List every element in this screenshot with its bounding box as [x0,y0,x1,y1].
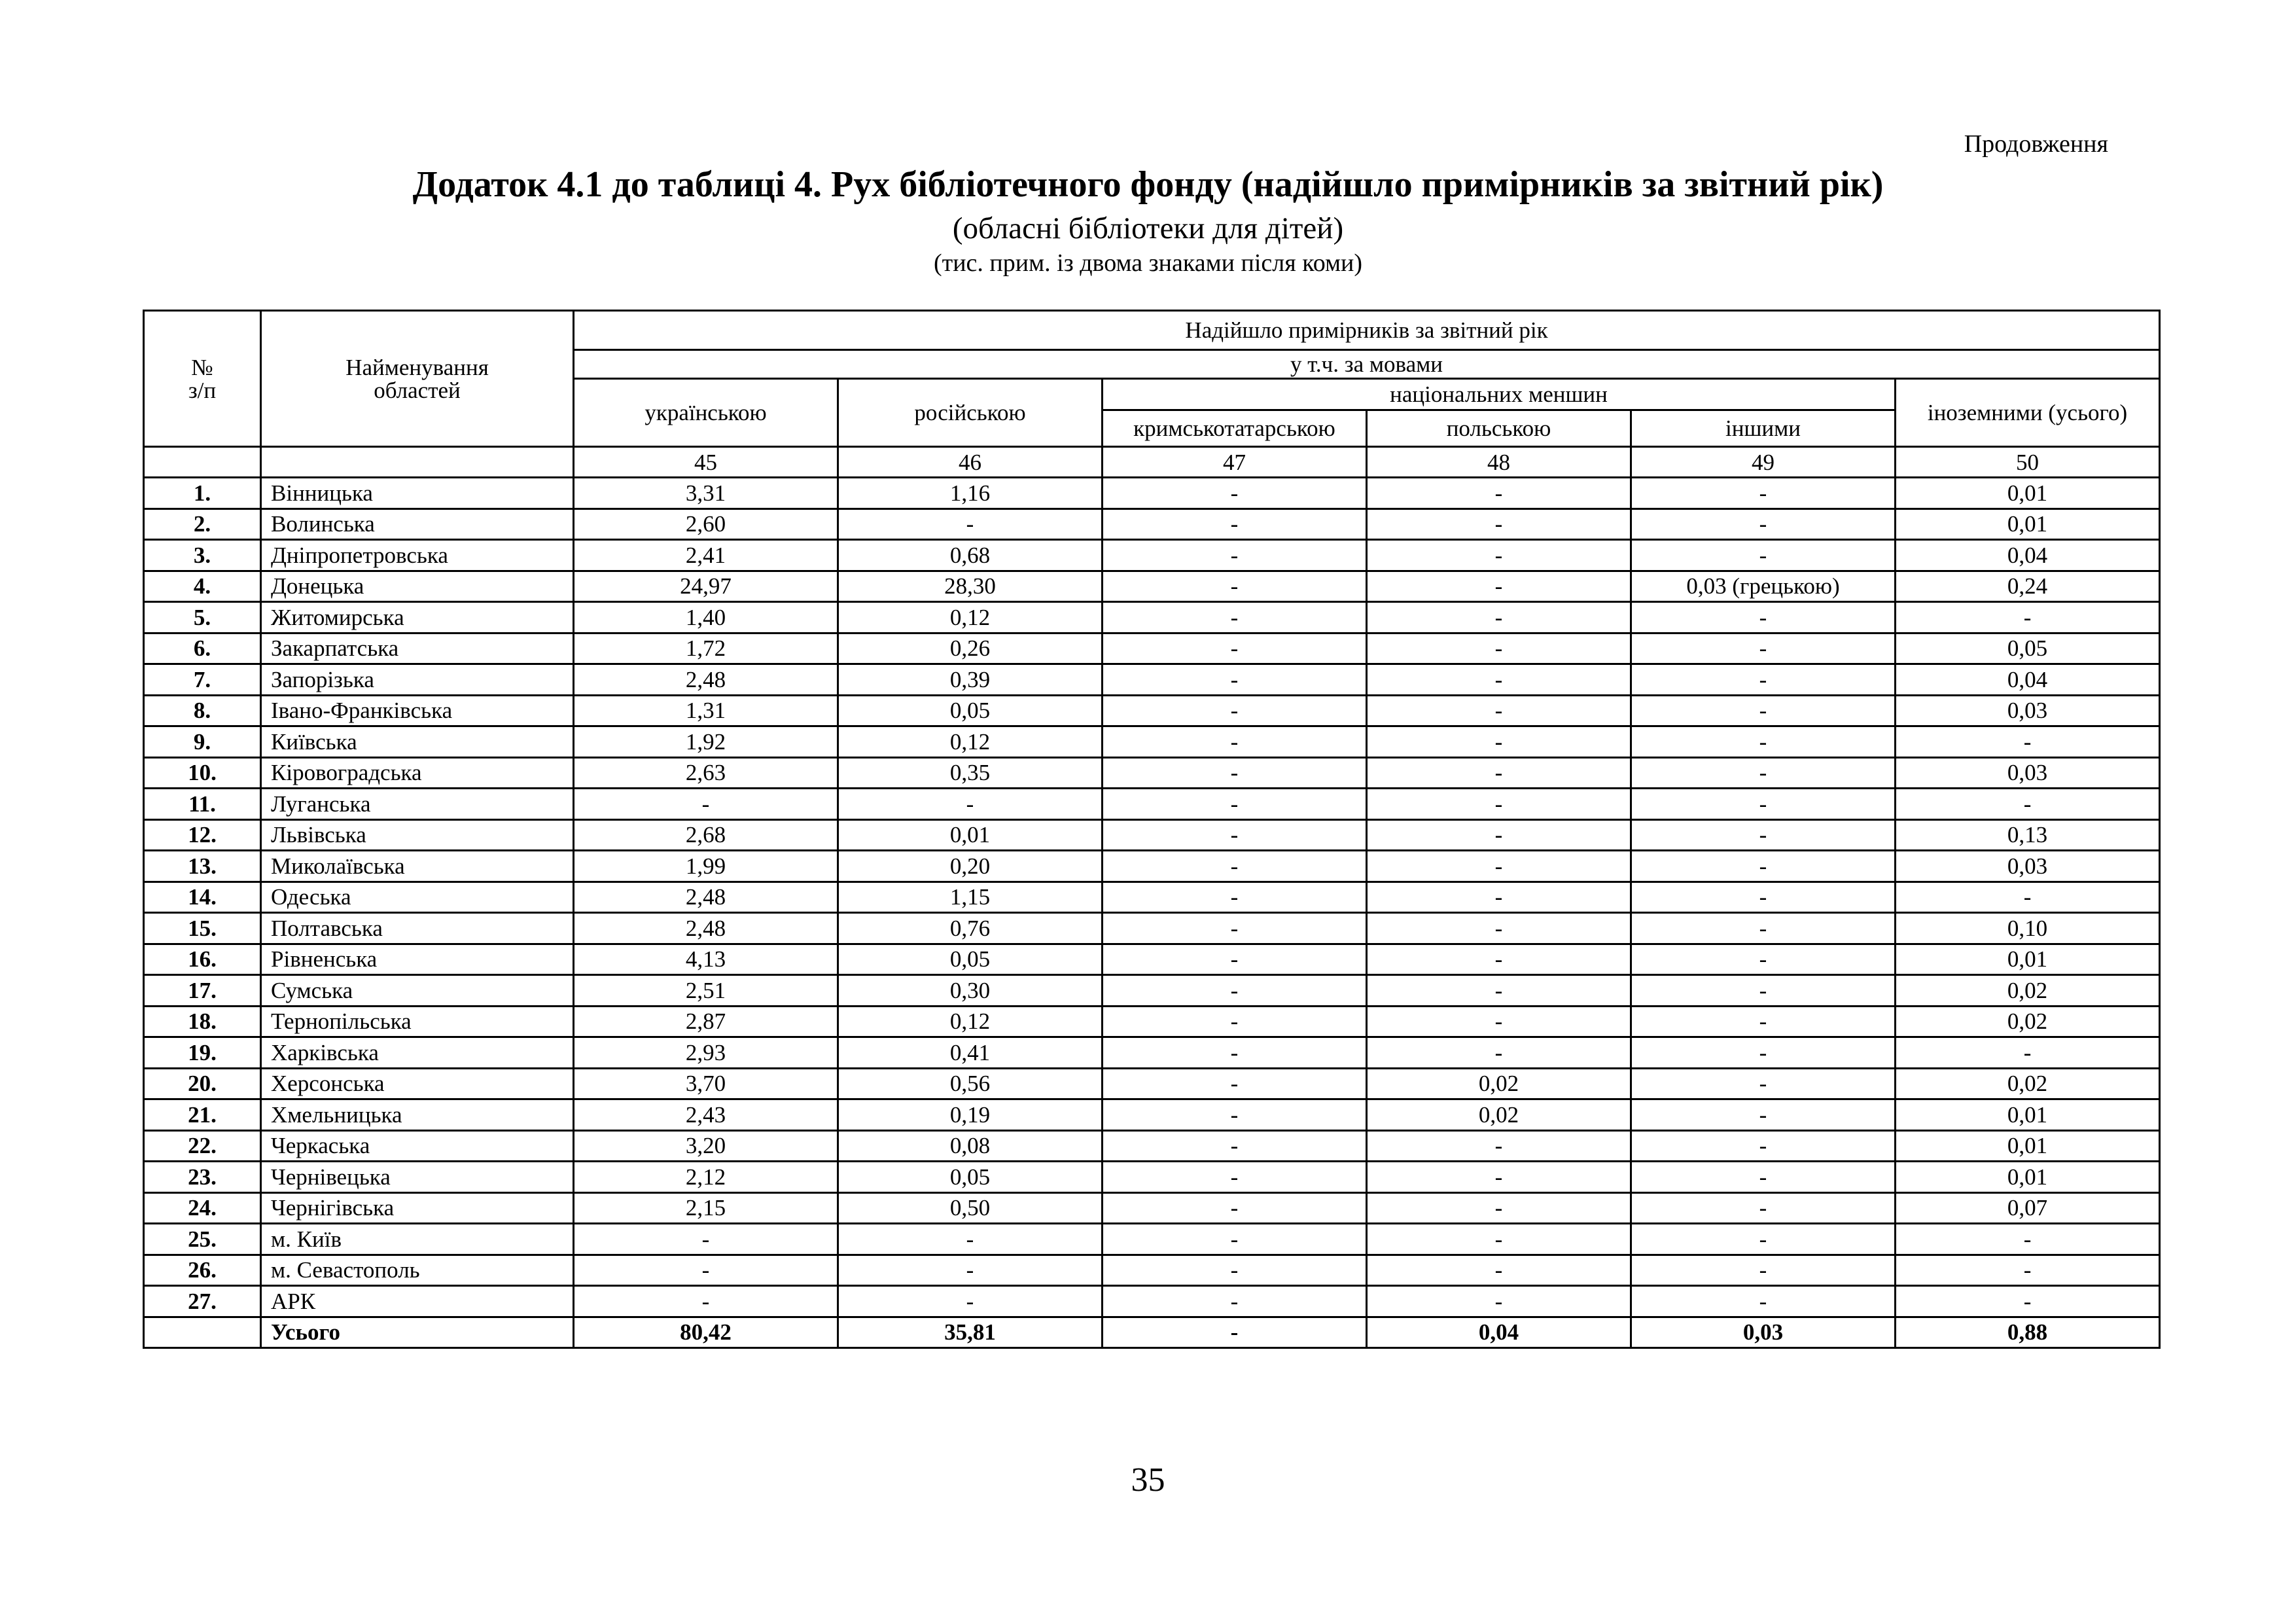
value-polish: - [1367,1130,1631,1162]
row-number: 1. [144,478,261,509]
column-number: 49 [1631,447,1896,478]
value-foreign: 0,24 [1896,571,2160,602]
value-foreign: 0,01 [1896,478,2160,509]
header-received: Надійшло примірників за звітний рік [574,311,2160,350]
table-row [144,1068,2160,1099]
row-number: 4. [144,571,261,602]
value-crimean-tatar: - [1103,1162,1367,1193]
table-row [144,571,2160,602]
total-value-russian: 35,81 [838,1317,1103,1348]
row-number: 16. [144,944,261,975]
total-value-foreign: 0,88 [1896,1317,2160,1348]
table-row [144,1162,2160,1193]
value-polish: - [1367,757,1631,789]
total-row-number [144,1317,261,1348]
table-row [144,789,2160,820]
header-russian: російською [838,379,1103,447]
value-ukrainian: 1,92 [574,726,838,758]
value-other: - [1631,602,1896,633]
value-polish: - [1367,1006,1631,1037]
value-ukrainian: 1,31 [574,695,838,726]
value-polish: - [1367,726,1631,758]
row-number: 10. [144,757,261,789]
value-russian: 0,39 [838,664,1103,696]
value-russian: 0,50 [838,1192,1103,1224]
value-polish: - [1367,602,1631,633]
value-polish: - [1367,508,1631,540]
value-ukrainian: 24,97 [574,571,838,602]
value-russian: 0,19 [838,1099,1103,1131]
value-foreign: 0,03 [1896,757,2160,789]
region-name: Житомирська [261,602,574,633]
table-row [144,1037,2160,1069]
value-crimean-tatar: - [1103,882,1367,913]
value-other: - [1631,1037,1896,1069]
value-russian: 0,05 [838,1162,1103,1193]
value-foreign: 0,03 [1896,695,2160,726]
column-numbers-row [144,447,2160,478]
region-name: Черкаська [261,1130,574,1162]
total-value-ukrainian: 80,42 [574,1317,838,1348]
value-crimean-tatar: - [1103,633,1367,664]
value-polish: 0,02 [1367,1068,1631,1099]
value-other: - [1631,1099,1896,1131]
value-polish: - [1367,789,1631,820]
region-name: Київська [261,726,574,758]
row-number: 6. [144,633,261,664]
table-row [144,1130,2160,1162]
header-polish: польською [1367,410,1631,447]
row-number: 8. [144,695,261,726]
value-ukrainian: 1,99 [574,851,838,882]
value-polish: - [1367,819,1631,851]
row-number: 14. [144,882,261,913]
table-row [144,664,2160,696]
table-row [144,1224,2160,1255]
row-number: 24. [144,1192,261,1224]
continuation-label: Продовження [1964,130,2108,158]
region-name: Херсонська [261,1068,574,1099]
value-polish: - [1367,664,1631,696]
value-crimean-tatar: - [1103,508,1367,540]
value-polish: - [1367,851,1631,882]
value-foreign: - [1896,726,2160,758]
table-row [144,944,2160,975]
value-russian: 0,76 [838,913,1103,944]
value-russian: 0,56 [838,1068,1103,1099]
value-ukrainian: 2,48 [574,913,838,944]
value-ukrainian: - [574,1255,838,1286]
row-number: 2. [144,508,261,540]
table-row [144,508,2160,540]
value-other: - [1631,819,1896,851]
value-polish: 0,02 [1367,1099,1631,1131]
value-other: - [1631,1224,1896,1255]
value-other: - [1631,633,1896,664]
row-number: 12. [144,819,261,851]
value-foreign: 0,02 [1896,1068,2160,1099]
region-name: Івано-Франківська [261,695,574,726]
header-crimean-tatar: кримськотатарською [1103,410,1367,447]
value-russian: - [838,1255,1103,1286]
value-foreign: 0,03 [1896,851,2160,882]
table-row [144,913,2160,944]
row-number: 15. [144,913,261,944]
value-ukrainian: 2,63 [574,757,838,789]
region-name: Миколаївська [261,851,574,882]
value-russian: 0,26 [838,633,1103,664]
table-row [144,478,2160,509]
row-number: 27. [144,1286,261,1317]
region-name: Кіровоградська [261,757,574,789]
value-foreign: 0,13 [1896,819,2160,851]
value-crimean-tatar: - [1103,819,1367,851]
value-polish: - [1367,1192,1631,1224]
column-number: 45 [574,447,838,478]
value-foreign: 0,04 [1896,540,2160,571]
value-other: - [1631,540,1896,571]
region-name: Тернопільська [261,1006,574,1037]
value-russian: 0,41 [838,1037,1103,1069]
value-other: - [1631,478,1896,509]
column-number-empty [144,447,261,478]
region-name: Чернівецька [261,1162,574,1193]
value-polish: - [1367,1255,1631,1286]
value-crimean-tatar: - [1103,540,1367,571]
value-ukrainian: 1,72 [574,633,838,664]
table-row [144,633,2160,664]
header-name: Найменування областей [261,311,574,447]
table-row [144,882,2160,913]
value-foreign: 0,10 [1896,913,2160,944]
value-ukrainian: 2,93 [574,1037,838,1069]
value-crimean-tatar: - [1103,789,1367,820]
value-other: - [1631,757,1896,789]
value-crimean-tatar: - [1103,913,1367,944]
value-crimean-tatar: - [1103,726,1367,758]
value-foreign: 0,04 [1896,664,2160,696]
value-crimean-tatar: - [1103,1099,1367,1131]
row-number: 3. [144,540,261,571]
value-ukrainian: 2,87 [574,1006,838,1037]
value-ukrainian: 2,41 [574,540,838,571]
value-ukrainian: 2,48 [574,882,838,913]
value-foreign: 0,02 [1896,1006,2160,1037]
value-crimean-tatar: - [1103,1006,1367,1037]
value-foreign: 0,01 [1896,1130,2160,1162]
table-row [144,1006,2160,1037]
header-foreign: іноземними (усього) [1896,379,2160,447]
total-row [144,1317,2160,1348]
value-polish: - [1367,882,1631,913]
value-russian: 0,05 [838,695,1103,726]
value-crimean-tatar: - [1103,1224,1367,1255]
header-by-language: у т.ч. за мовами [574,350,2160,379]
value-ukrainian: 4,13 [574,944,838,975]
value-ukrainian: 3,31 [574,478,838,509]
value-russian: 0,30 [838,975,1103,1007]
row-number: 5. [144,602,261,633]
value-crimean-tatar: - [1103,1068,1367,1099]
value-foreign: - [1896,1286,2160,1317]
value-crimean-tatar: - [1103,602,1367,633]
row-number: 25. [144,1224,261,1255]
value-other: - [1631,1006,1896,1037]
column-number: 47 [1103,447,1367,478]
page-number: 35 [1131,1461,1165,1499]
row-number: 7. [144,664,261,696]
value-crimean-tatar: - [1103,757,1367,789]
value-russian: - [838,508,1103,540]
region-name: Запорізька [261,664,574,696]
row-number: 13. [144,851,261,882]
value-polish: - [1367,540,1631,571]
value-foreign: 0,01 [1896,1162,2160,1193]
value-polish: - [1367,1286,1631,1317]
column-number: 46 [838,447,1103,478]
value-foreign: 0,01 [1896,508,2160,540]
row-number: 22. [144,1130,261,1162]
value-crimean-tatar: - [1103,664,1367,696]
region-name: Закарпатська [261,633,574,664]
value-crimean-tatar: - [1103,571,1367,602]
table-row [144,602,2160,633]
value-foreign: 0,07 [1896,1192,2160,1224]
value-ukrainian: 3,70 [574,1068,838,1099]
table-row [144,1099,2160,1131]
value-ukrainian: 2,48 [574,664,838,696]
value-ukrainian: 2,43 [574,1099,838,1131]
header-num: № з/п [144,311,261,447]
value-other: - [1631,944,1896,975]
value-russian: 1,16 [838,478,1103,509]
value-russian: 28,30 [838,571,1103,602]
value-russian: 0,20 [838,851,1103,882]
column-number: 48 [1367,447,1631,478]
value-foreign: - [1896,602,2160,633]
value-foreign: - [1896,789,2160,820]
value-other: - [1631,1192,1896,1224]
value-russian: 0,68 [838,540,1103,571]
value-foreign: 0,01 [1896,1099,2160,1131]
region-name: Сумська [261,975,574,1007]
value-foreign: - [1896,882,2160,913]
row-number: 19. [144,1037,261,1069]
value-polish: - [1367,695,1631,726]
value-crimean-tatar: - [1103,944,1367,975]
value-other: - [1631,1255,1896,1286]
value-polish: - [1367,1162,1631,1193]
region-name: Полтавська [261,913,574,944]
header-other: іншими [1631,410,1896,447]
value-foreign: - [1896,1037,2160,1069]
table-row [144,726,2160,758]
value-other: - [1631,664,1896,696]
value-ukrainian: 2,60 [574,508,838,540]
value-polish: - [1367,944,1631,975]
header-ukrainian: українською [574,379,838,447]
region-name: Вінницька [261,478,574,509]
table-row [144,975,2160,1007]
row-number: 9. [144,726,261,758]
row-number: 17. [144,975,261,1007]
table-row [144,757,2160,789]
value-other: - [1631,695,1896,726]
value-other: - [1631,726,1896,758]
value-russian: 0,05 [838,944,1103,975]
total-value-other: 0,03 [1631,1317,1896,1348]
region-name: Донецька [261,571,574,602]
value-crimean-tatar: - [1103,1192,1367,1224]
region-name: Львівська [261,819,574,851]
value-polish: - [1367,1037,1631,1069]
value-foreign: - [1896,1255,2160,1286]
region-name: Хмельницька [261,1099,574,1131]
value-ukrainian: 3,20 [574,1130,838,1162]
region-name: АРК [261,1286,574,1317]
value-ukrainian: 2,51 [574,975,838,1007]
value-other: - [1631,851,1896,882]
page-subtitle: (обласні бібліотеки для дітей) [952,211,1344,245]
region-name: Луганська [261,789,574,820]
region-name: м. Севастополь [261,1255,574,1286]
value-ukrainian: 2,68 [574,819,838,851]
value-crimean-tatar: - [1103,1037,1367,1069]
total-value-crimean-tatar: - [1103,1317,1367,1348]
value-ukrainian: - [574,1286,838,1317]
value-other: - [1631,975,1896,1007]
value-other: - [1631,508,1896,540]
value-crimean-tatar: - [1103,975,1367,1007]
row-number: 18. [144,1006,261,1037]
library-fund-table [143,310,2161,1349]
table-row [144,1192,2160,1224]
value-russian: - [838,1286,1103,1317]
value-foreign: 0,02 [1896,975,2160,1007]
table-row [144,540,2160,571]
value-other: - [1631,913,1896,944]
value-other: - [1631,1068,1896,1099]
value-ukrainian: 1,40 [574,602,838,633]
row-number: 21. [144,1099,261,1131]
region-name: Волинська [261,508,574,540]
value-russian: 0,01 [838,819,1103,851]
value-foreign: 0,01 [1896,944,2160,975]
region-name: Дніпропетровська [261,540,574,571]
value-polish: - [1367,633,1631,664]
value-russian: 0,35 [838,757,1103,789]
value-other: - [1631,1162,1896,1193]
region-name: Харківська [261,1037,574,1069]
value-crimean-tatar: - [1103,478,1367,509]
value-polish: - [1367,975,1631,1007]
value-crimean-tatar: - [1103,1255,1367,1286]
column-number-empty [261,447,574,478]
value-crimean-tatar: - [1103,1286,1367,1317]
total-region-name: Усього [261,1317,574,1348]
table-row [144,1255,2160,1286]
region-name: Чернігівська [261,1192,574,1224]
table-row [144,695,2160,726]
table-row [144,819,2160,851]
value-foreign: 0,05 [1896,633,2160,664]
value-russian: 0,12 [838,726,1103,758]
value-russian: 0,08 [838,1130,1103,1162]
row-number: 11. [144,789,261,820]
region-name: Рівненська [261,944,574,975]
header-national-minorities: національних меншин [1103,379,1896,410]
value-other: - [1631,1286,1896,1317]
value-foreign: - [1896,1224,2160,1255]
value-crimean-tatar: - [1103,1130,1367,1162]
region-name: Одеська [261,882,574,913]
value-russian: - [838,1224,1103,1255]
value-russian: 0,12 [838,602,1103,633]
value-russian: 0,12 [838,1006,1103,1037]
value-other: - [1631,1130,1896,1162]
value-ukrainian: 2,15 [574,1192,838,1224]
value-ukrainian: 2,12 [574,1162,838,1193]
value-other: 0,03 (грецькою) [1631,571,1896,602]
value-ukrainian: - [574,789,838,820]
value-other: - [1631,882,1896,913]
total-value-polish: 0,04 [1367,1317,1631,1348]
value-russian: 1,15 [838,882,1103,913]
units-note: (тис. прим. із двома знаками після коми) [933,249,1363,277]
page-title: Додаток 4.1 до таблиці 4. Рух бібліотечного фонду (надійшло примірників за звітний рік) [412,164,1884,205]
value-polish: - [1367,913,1631,944]
value-polish: - [1367,571,1631,602]
region-name: м. Київ [261,1224,574,1255]
value-ukrainian: - [574,1224,838,1255]
table-row [144,851,2160,882]
table-row [144,1286,2160,1317]
value-crimean-tatar: - [1103,695,1367,726]
value-crimean-tatar: - [1103,851,1367,882]
row-number: 20. [144,1068,261,1099]
column-number: 50 [1896,447,2160,478]
value-other: - [1631,789,1896,820]
value-polish: - [1367,478,1631,509]
row-number: 23. [144,1162,261,1193]
value-russian: - [838,789,1103,820]
row-number: 26. [144,1255,261,1286]
value-polish: - [1367,1224,1631,1255]
